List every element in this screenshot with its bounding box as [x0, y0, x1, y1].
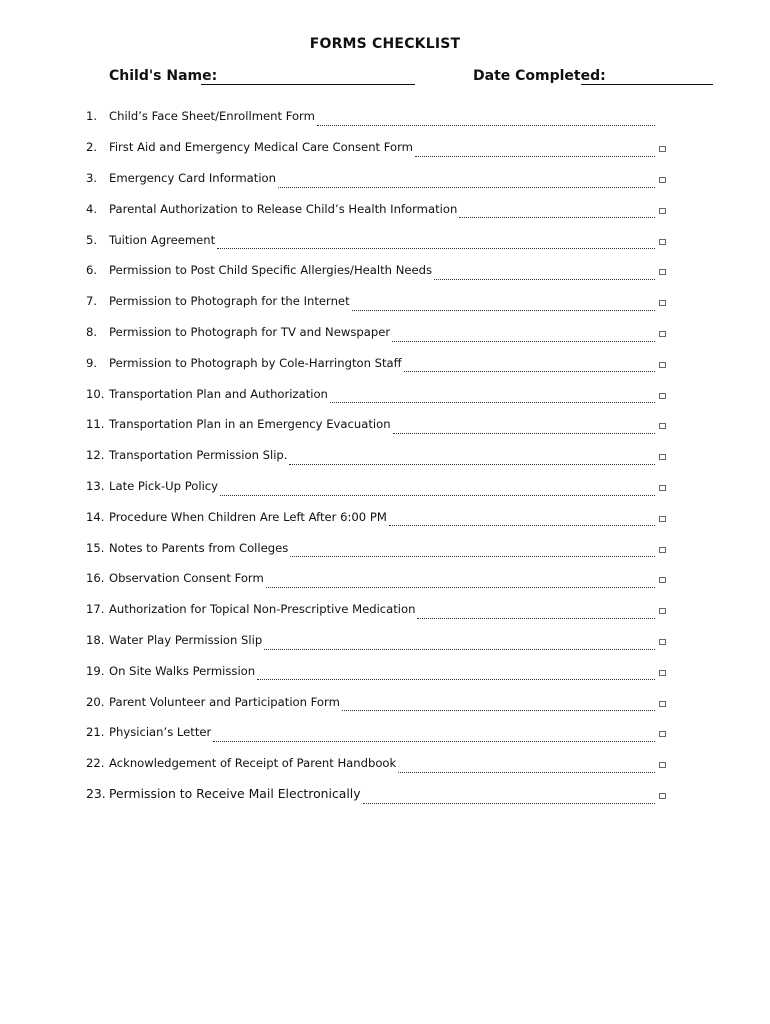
item-checkbox[interactable] — [659, 423, 666, 429]
dot-leader — [404, 357, 655, 372]
item-label: Water Play Permission Slip — [109, 632, 263, 647]
list-item — [86, 440, 666, 471]
item-checkbox[interactable] — [659, 547, 666, 553]
list-item — [86, 501, 666, 532]
item-label: Child’s Face Sheet/Enrollment Form — [109, 109, 315, 124]
dot-leader — [398, 758, 655, 773]
dot-leader — [213, 727, 655, 742]
dot-leader — [363, 789, 655, 804]
dot-leader — [417, 604, 655, 619]
item-label: First Aid and Emergency Medical Care Consent Form — [109, 140, 413, 155]
item-number: 1. — [86, 109, 98, 124]
list-item — [86, 286, 666, 317]
dot-leader — [330, 388, 655, 403]
item-number: 19. — [86, 663, 105, 678]
dot-leader — [415, 142, 655, 157]
list-item — [86, 686, 666, 717]
item-checkbox[interactable] — [659, 762, 666, 768]
item-number: 5. — [86, 232, 98, 247]
dot-leader — [342, 696, 655, 711]
item-label: Authorization for Topical Non-Prescriptive Medication — [109, 602, 416, 617]
list-item — [86, 378, 666, 409]
item-number: 18. — [86, 632, 105, 647]
item-checkbox[interactable] — [659, 300, 666, 306]
list-item — [86, 193, 666, 224]
dot-leader — [257, 665, 655, 680]
list-item — [86, 317, 666, 348]
item-checkbox[interactable] — [659, 701, 666, 707]
item-label: Physician’s Letter — [109, 725, 212, 740]
child-name-label: Child's Name: — [109, 68, 218, 84]
item-checkbox[interactable] — [659, 485, 666, 491]
item-number: 3. — [86, 170, 98, 185]
dot-leader — [264, 635, 655, 650]
item-checkbox[interactable] — [659, 362, 666, 368]
item-label: Parental Authorization to Release Child’s Health Information — [109, 201, 458, 216]
page-title: FORMS CHECKLIST — [309, 36, 461, 52]
item-label: Tuition Agreement — [109, 232, 216, 247]
dot-leader — [352, 296, 655, 311]
dot-leader — [220, 481, 655, 496]
item-checkbox[interactable] — [659, 146, 666, 152]
item-label: Permission to Photograph for TV and Newspaper — [109, 324, 391, 339]
item-checkbox[interactable] — [659, 177, 666, 183]
item-label: Notes to Parents from Colleges — [109, 540, 289, 555]
item-label: Acknowledgement of Receipt of Parent Handbook — [109, 756, 397, 771]
list-item — [86, 163, 666, 194]
item-label: On Site Walks Permission — [109, 663, 256, 678]
list-item — [86, 532, 666, 563]
item-checkbox[interactable] — [659, 454, 666, 460]
item-number: 11. — [86, 417, 105, 432]
item-number: 8. — [86, 324, 98, 339]
dot-leader — [266, 573, 655, 588]
item-label: Permission to Receive Mail Electronically — [109, 786, 361, 802]
list-item — [86, 655, 666, 686]
item-number: 20. — [86, 694, 105, 709]
item-checkbox[interactable] — [659, 670, 666, 676]
item-label: Late Pick-Up Policy — [109, 478, 219, 493]
list-item — [86, 224, 666, 255]
item-checkbox[interactable] — [659, 393, 666, 399]
item-number: 13. — [86, 478, 105, 493]
dot-leader — [217, 234, 655, 249]
item-number: 23. — [86, 786, 106, 802]
item-label: Procedure When Children Are Left After 6:00 PM — [109, 509, 387, 524]
item-label: Permission to Post Child Specific Allergies/Health Needs — [109, 263, 433, 278]
header-fields — [109, 68, 719, 90]
item-label: Transportation Plan in an Emergency Evacuation — [109, 417, 391, 432]
dot-leader — [459, 203, 655, 218]
list-item — [86, 717, 666, 748]
item-number: 7. — [86, 294, 98, 309]
item-checkbox[interactable] — [659, 639, 666, 645]
item-checkbox[interactable] — [659, 269, 666, 275]
dot-leader — [392, 327, 655, 342]
list-item — [86, 132, 666, 163]
item-label: Emergency Card Information — [109, 170, 276, 185]
item-number: 4. — [86, 201, 98, 216]
child-name-field[interactable] — [201, 84, 415, 85]
dot-leader — [290, 542, 655, 557]
dot-leader — [289, 450, 655, 465]
item-number: 17. — [86, 602, 105, 617]
item-label: Observation Consent Form — [109, 571, 264, 586]
item-label: Permission to Photograph by Cole-Harrington Staff — [109, 355, 402, 370]
dot-leader — [434, 265, 655, 280]
item-label: Transportation Permission Slip. — [109, 448, 288, 463]
item-number: 15. — [86, 540, 105, 555]
item-number: 2. — [86, 140, 98, 155]
dot-leader — [389, 511, 655, 526]
item-number: 10. — [86, 386, 105, 401]
list-item — [86, 347, 666, 378]
item-checkbox[interactable] — [659, 239, 666, 245]
list-item — [86, 409, 666, 440]
item-number: 16. — [86, 571, 105, 586]
item-label: Parent Volunteer and Participation Form — [109, 694, 340, 709]
item-number: 14. — [86, 509, 105, 524]
item-checkbox[interactable] — [659, 577, 666, 583]
list-item — [86, 625, 666, 656]
list-item — [86, 255, 666, 286]
item-checkbox[interactable] — [659, 608, 666, 614]
list-item — [86, 101, 666, 132]
item-checkbox[interactable] — [659, 208, 666, 214]
date-completed-label: Date Completed: — [473, 68, 606, 84]
date-completed-field[interactable] — [581, 84, 713, 85]
dot-leader — [278, 173, 655, 188]
item-number: 12. — [86, 448, 105, 463]
item-number: 6. — [86, 263, 98, 278]
item-label: Transportation Plan and Authorization — [109, 386, 328, 401]
dot-leader — [317, 111, 655, 126]
item-checkbox[interactable] — [659, 331, 666, 337]
list-item — [86, 563, 666, 594]
item-checkbox[interactable] — [659, 516, 666, 522]
dot-leader — [393, 419, 655, 434]
item-checkbox[interactable] — [659, 731, 666, 737]
item-number: 22. — [86, 756, 105, 771]
item-checkbox[interactable] — [659, 793, 666, 799]
list-item — [86, 594, 666, 625]
list-item — [86, 779, 666, 810]
item-number: 21. — [86, 725, 105, 740]
list-item — [86, 471, 666, 502]
item-number: 9. — [86, 355, 98, 370]
item-label: Permission to Photograph for the Internet — [109, 294, 350, 309]
list-item — [86, 748, 666, 779]
forms-list — [86, 101, 666, 809]
